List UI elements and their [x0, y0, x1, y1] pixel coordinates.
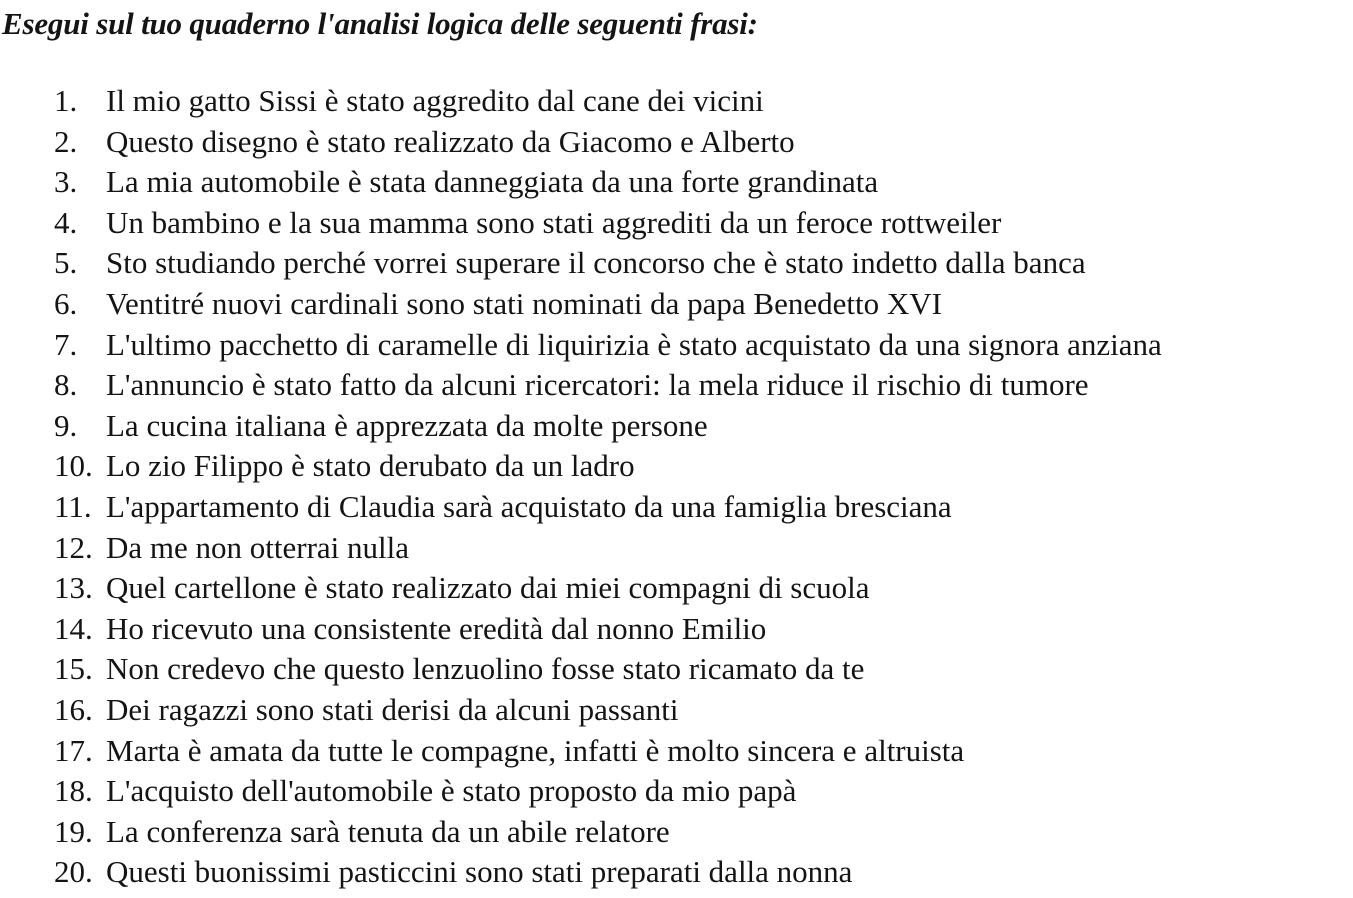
sentence-text: L'appartamento di Claudia sarà acquistato da una famiglia bresciana [106, 488, 952, 524]
sentence-number: 17. [54, 732, 93, 768]
sentence-number: 10. [54, 448, 93, 484]
sentence-item [54, 122, 1162, 163]
sentence-number: 12. [54, 529, 93, 565]
sentence-number: 3. [54, 164, 78, 200]
sentence-number: 2. [54, 123, 78, 159]
sentence-text: Da me non otterrai nulla [106, 529, 410, 565]
sentence-item [54, 446, 1162, 487]
sentence-item [54, 568, 1162, 609]
sentence-item [54, 690, 1162, 731]
sentence-item [54, 81, 1162, 122]
sentence-text: Ventitré nuovi cardinali sono stati nominati da papa Benedetto XVI [106, 285, 942, 321]
sentence-number: 14. [54, 610, 93, 646]
sentence-text: Il mio gatto Sissi è stato aggredito dal cane dei vicini [106, 83, 764, 118]
sentence-list [54, 81, 1162, 893]
sentence-number: 1. [54, 83, 78, 118]
sentence-number: 4. [54, 204, 78, 240]
sentence-text: L'ultimo pacchetto di caramelle di liquirizia è stato acquistato da una signora anziana [106, 326, 1162, 362]
sentence-text: La mia automobile è stata danneggiata da una forte grandinata [106, 164, 879, 200]
sentence-text: Questi buonissimi pasticcini sono stati preparati dalla nonna [106, 854, 853, 890]
sentence-item [54, 284, 1162, 325]
sentence-text: Lo zio Filippo è stato derubato da un ladro [106, 448, 635, 484]
sentence-number: 6. [54, 285, 78, 321]
sentence-number: 8. [54, 367, 78, 403]
sentence-number: 20. [54, 854, 93, 890]
sentence-text: Un bambino e la sua mamma sono stati aggrediti da un feroce rottweiler [106, 204, 1002, 240]
sentence-item [54, 649, 1162, 690]
sentence-item [54, 812, 1162, 853]
sentence-number: 16. [54, 691, 93, 727]
sentence-item [54, 771, 1162, 812]
sentence-text: Non credevo che questo lenzuolino fosse stato ricamato da te [106, 651, 865, 687]
sentence-item [54, 162, 1162, 203]
sentence-item [54, 609, 1162, 650]
sentence-number: 13. [54, 570, 93, 606]
sentence-number: 7. [54, 326, 78, 362]
sentence-item [54, 406, 1162, 447]
sentence-number: 5. [54, 245, 78, 281]
sentence-text: Dei ragazzi sono stati derisi da alcuni passanti [106, 691, 679, 727]
sentence-text: La conferenza sarà tenuta da un abile relatore [106, 813, 670, 849]
sentence-number: 11. [54, 488, 92, 524]
sentence-text: Quel cartellone è stato realizzato dai miei compagni di scuola [106, 570, 870, 606]
sentence-text: La cucina italiana è apprezzata da molte persone [106, 407, 708, 443]
sentence-number: 15. [54, 651, 93, 687]
sentence-item [54, 852, 1162, 893]
sentence-item [54, 325, 1162, 366]
sentence-number: 9. [54, 407, 78, 443]
sentence-item [54, 203, 1162, 244]
sentence-item [54, 365, 1162, 406]
sentence-text: Marta è amata da tutte le compagne, infatti è molto sincera e altruista [106, 732, 965, 768]
sentence-item [54, 528, 1162, 569]
sentence-item [54, 487, 1162, 528]
sentence-item [54, 243, 1162, 284]
sentence-number: 19. [54, 813, 93, 849]
sentence-text: Questo disegno è stato realizzato da Giacomo e Alberto [106, 123, 795, 159]
sentence-item [54, 731, 1162, 772]
sentence-number: 18. [54, 773, 93, 809]
sentence-text: L'acquisto dell'automobile è stato proposto da mio papà [106, 773, 797, 809]
sentence-text: Ho ricevuto una consistente eredità dal nonno Emilio [106, 610, 767, 646]
sentence-text: Sto studiando perché vorrei superare il concorso che è stato indetto dalla banca [106, 245, 1086, 281]
exercise-heading: Esegui sul tuo quaderno l'analisi logica delle seguenti frasi: [2, 6, 758, 41]
sentence-text: L'annuncio è stato fatto da alcuni ricercatori: la mela riduce il rischio di tumore [106, 367, 1089, 403]
